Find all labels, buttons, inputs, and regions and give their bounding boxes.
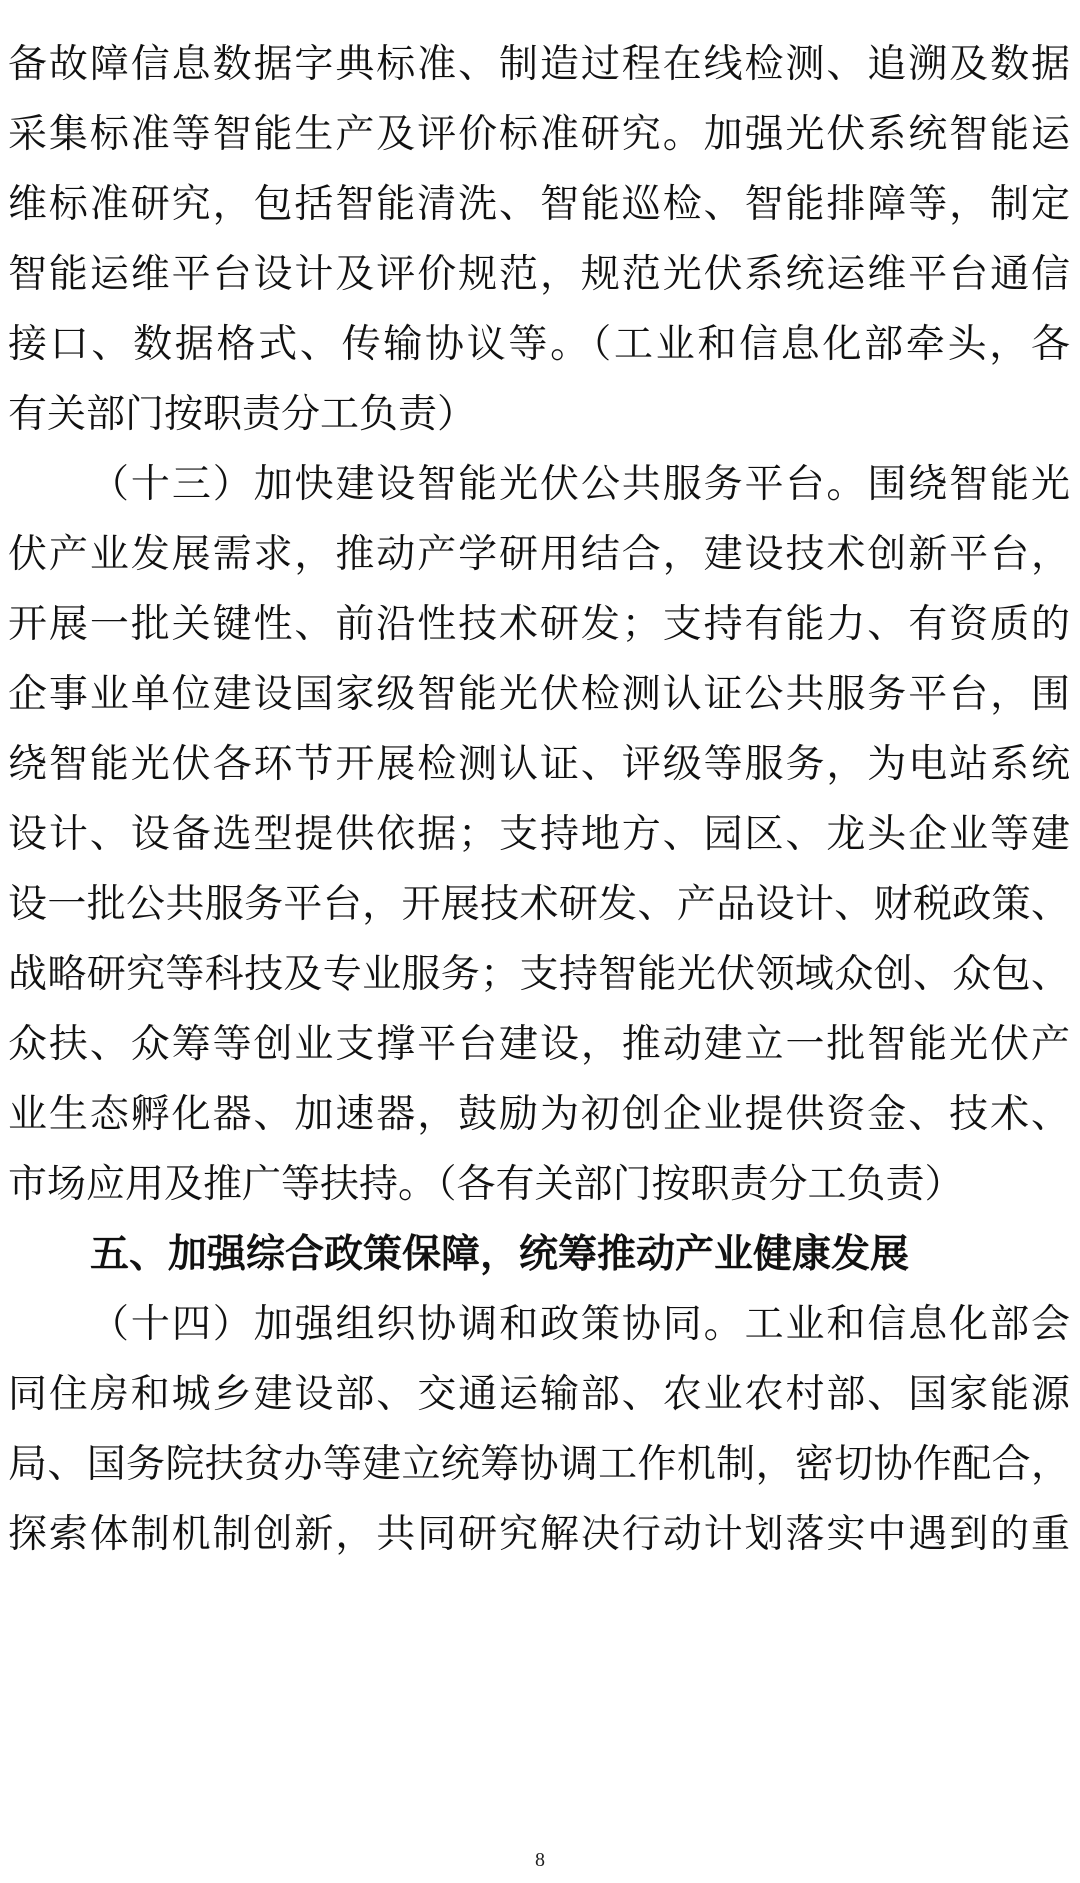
- text-line: 备故障信息数据字典标准、制造过程在线检测、追溯及数据: [8, 42, 1070, 87]
- text-line: 探索体制机制创新，共同研究解决行动计划落实中遇到的重: [8, 1512, 1070, 1557]
- text-line: 有关部门按职责分工负责）: [8, 392, 477, 437]
- text-line: 设计、设备选型提供依据；支持地方、园区、龙头企业等建: [8, 812, 1070, 857]
- text-line: 同住房和城乡建设部、交通运输部、农业农村部、国家能源: [8, 1372, 1070, 1417]
- text-line: 企事业单位建设国家级智能光伏检测认证公共服务平台，围: [8, 672, 1070, 717]
- text-line: 维标准研究，包括智能清洗、智能巡检、智能排障等，制定: [8, 182, 1070, 227]
- text-line: 智能运维平台设计及评价规范，规范光伏系统运维平台通信: [8, 252, 1070, 297]
- paragraph-14-start: （十四）加强组织协调和政策协同。工业和信息化部会: [90, 1302, 1070, 1347]
- page-number: 8: [535, 1849, 545, 1871]
- text-line: 众扶、众筹等创业支撑平台建设，推动建立一批智能光伏产: [8, 1022, 1070, 1067]
- text-line: 设一批公共服务平台，开展技术研发、产品设计、财税政策、: [8, 882, 1070, 927]
- text-line: 绕智能光伏各环节开展检测认证、评级等服务，为电站系统: [8, 742, 1070, 787]
- text-line: 局、国务院扶贫办等建立统筹协调工作机制，密切协作配合，: [8, 1442, 1070, 1487]
- text-line: 接口、数据格式、传输协议等。（工业和信息化部牵头，各: [8, 322, 1070, 367]
- text-line: 市场应用及推广等扶持。（各有关部门按职责分工负责）: [8, 1162, 964, 1207]
- text-line: 业生态孵化器、加速器，鼓励为初创企业提供资金、技术、: [8, 1092, 1070, 1137]
- text-line: 采集标准等智能生产及评价标准研究。加强光伏系统智能运: [8, 112, 1070, 157]
- section-heading: 五、加强综合政策保障，统筹推动产业健康发展: [90, 1232, 910, 1277]
- text-line: 战略研究等科技及专业服务；支持智能光伏领域众创、众包、: [8, 952, 1070, 997]
- paragraph-13-start: （十三）加快建设智能光伏公共服务平台。围绕智能光: [90, 462, 1070, 507]
- text-line: 伏产业发展需求，推动产学研用结合，建设技术创新平台，: [8, 532, 1070, 577]
- text-line: 开展一批关键性、前沿性技术研发；支持有能力、有资质的: [8, 602, 1070, 647]
